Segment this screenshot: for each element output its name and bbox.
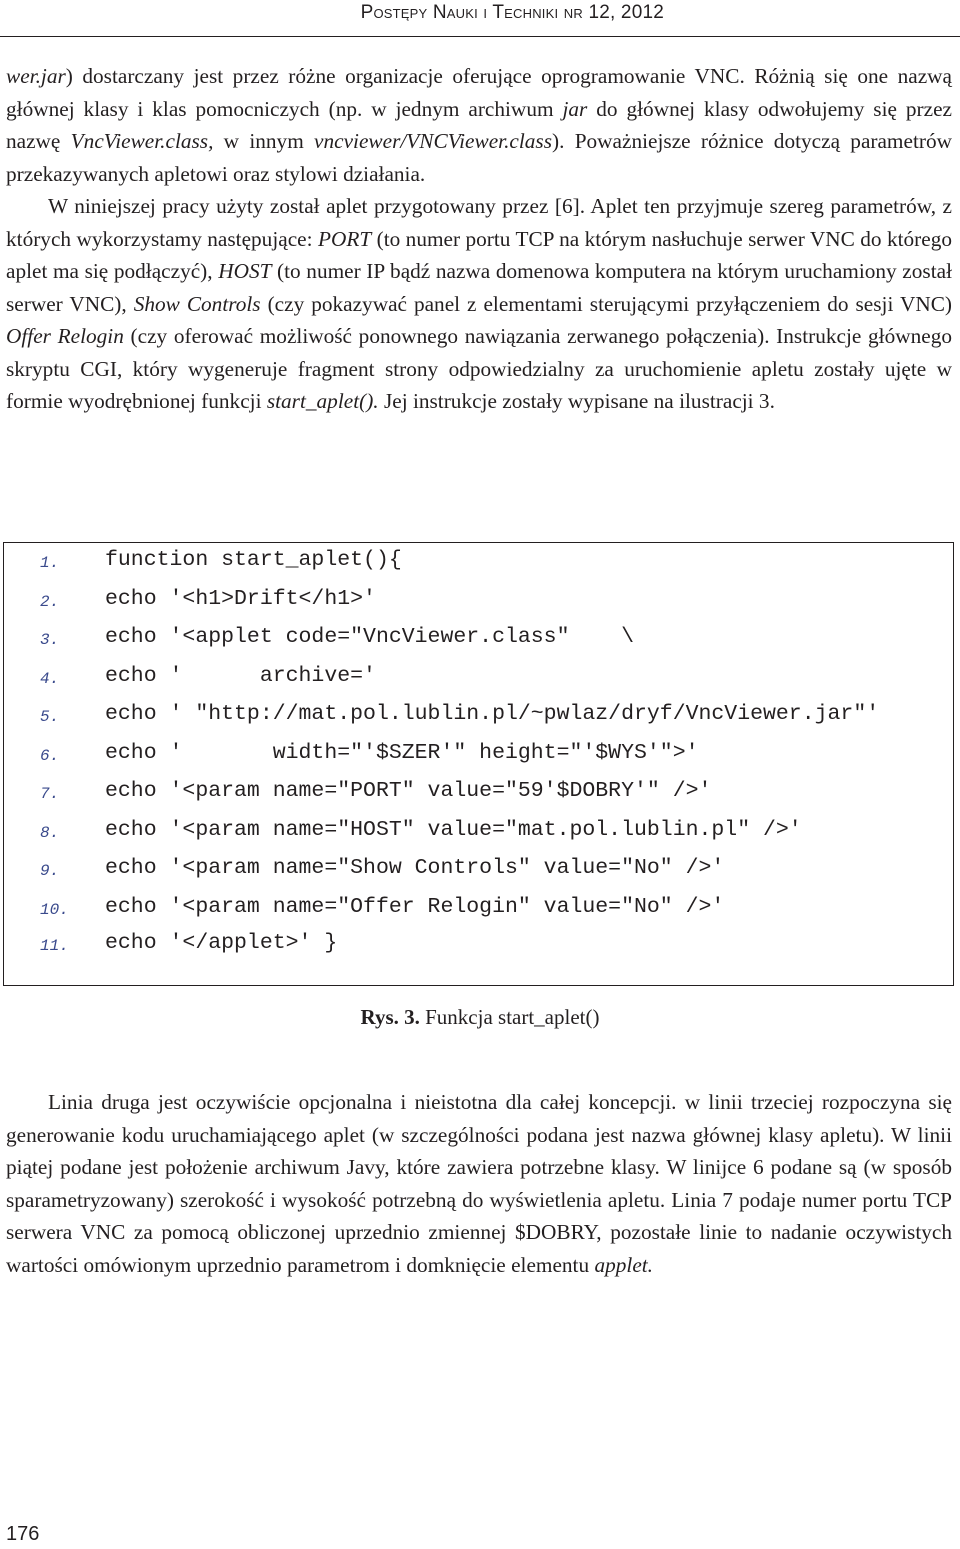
journal-issue: 12, 2012 (588, 2, 664, 23)
italic-run: Show Controls (133, 291, 261, 316)
line-number: 9. (40, 862, 60, 880)
code-text: echo '<h1>Drift</h1>' (105, 587, 376, 611)
line-number: 8. (40, 824, 60, 842)
figure-caption (0, 1005, 960, 1030)
text-run: Linia druga jest oczywiście opcjonalna i nieistotna dla całej koncepcji. w linii trzeciej rozpoczyna się generowanie kodu uruchamiającego aplet (w szczególności podana jest nazwa głównej klasy apletu). W linii piątej podane jest położenie archiwum Javy, które zawiera potrzebne klasy. W linijce 6 podane są (w sposób sparametryzowany) szerokość i wysokość potrzebną do wyświetlenia apletu. Linia 7 podaje numer portu TCP serwera VNC za pomocą obliczonej uprzednio zmiennej $DOBRY, pozostałe linie to nadanie oczywistych wartości omówionym uprzednio parametrom i domknięcie elementu (6, 1090, 952, 1277)
text-run: (to numer portu TCP na którym nasłuchuje serwer VNC do którego aplet ma się podłączyć), (6, 226, 952, 283)
code-text: echo '</applet>' } (105, 931, 338, 955)
paragraph-2 (6, 190, 952, 418)
code-text: echo ' "http://mat.pol.lublin.pl/~pwlaz/dryf/VncViewer.jar"' (105, 702, 880, 726)
line-number: 3. (40, 631, 60, 649)
running-header (0, 0, 960, 37)
text-run: (to numer IP bądź nazwa domenowa komputera na którym uruchamiony został serwer VNC), (6, 259, 952, 316)
line-number: 10. (40, 901, 69, 919)
text-run: Jej instrukcje zostały wypisane na ilustracji 3. (378, 389, 775, 413)
paragraph-3 (6, 1086, 952, 1281)
code-text: echo '<param name="Show Controls" value="No" />' (105, 856, 725, 880)
code-text: echo '<param name="PORT" value="59'$DOBRY'" />' (105, 779, 712, 803)
code-listing (3, 542, 954, 986)
text-run: ). Poważniejsze różnice dotyczą parametrów przekazywanych apletowi oraz stylowi działania. (6, 129, 952, 186)
text-run: (czy oferować możliwość ponownego nawiązania zerwanego połączenia). Instrukcje głównego skryptu CGI, który wygeneruje fragment strony odpowiedzialny za uruchomienie apletu zostały ujęte w formie wyodrębnionej funkcji (6, 324, 952, 413)
italic-run: applet. (594, 1252, 654, 1277)
italic-run: VncViewer.class, (70, 129, 214, 153)
code-text: echo ' archive=' (105, 664, 376, 688)
code-text: echo ' width="'$SZER'" height="'$WYS'">' (105, 741, 699, 765)
line-number: 4. (40, 670, 60, 688)
page-number: 176 (6, 1523, 40, 1545)
paragraph-1 (6, 60, 952, 190)
text-run: W niniejszej pracy użyty został aplet przygotowany przez [6]. Aplet ten przyjmuje szereg parametrów, z których wykorzystamy następujące: (6, 194, 952, 251)
caption-label: Rys. 3. (360, 1005, 420, 1029)
italic-run: jar (562, 96, 588, 121)
code-text: echo '<param name="Offer Relogin" value="No" />' (105, 895, 725, 919)
code-text: echo '<applet code="VncViewer.class" \ (105, 625, 634, 649)
italic-run: vncviewer/VNCViewer.class (314, 129, 552, 153)
line-number: 5. (40, 708, 60, 726)
text-run: (czy pokazywać panel z elementami sterującymi przyłączeniem do sesji VNC) (260, 291, 953, 316)
line-number: 6. (40, 747, 60, 765)
caption-text: Funkcja start_aplet() (419, 1005, 600, 1029)
italic-run: start_aplet(). (266, 389, 379, 413)
outro-text (6, 1086, 952, 1281)
text-run: w innym (213, 129, 315, 153)
line-number: 7. (40, 785, 60, 803)
code-text: echo '<param name="HOST" value="mat.pol.lublin.pl" />' (105, 818, 802, 842)
intro-text (6, 60, 952, 418)
text-run: ) dostarczany jest przez różne organizacje oferujące oprogramowanie VNC. Różnią się one nazwą głównej klasy i klas pomocniczych (np. w jednym archiwum (6, 64, 952, 121)
line-number: 1. (40, 554, 60, 572)
italic-run: Offer Relogin (6, 324, 124, 348)
italic-run: HOST (218, 259, 272, 283)
journal-name: Postępy Nauki i Techniki nr (360, 2, 583, 23)
line-number: 2. (40, 593, 60, 611)
italic-run: PORT (317, 226, 372, 251)
text-run: do głównej klasy odwołujemy się przez nazwę (6, 96, 952, 153)
italic-run: wer.jar (6, 64, 66, 88)
line-number: 11. (40, 937, 69, 955)
code-text: function start_aplet(){ (105, 548, 402, 572)
journal-title (361, 2, 664, 24)
